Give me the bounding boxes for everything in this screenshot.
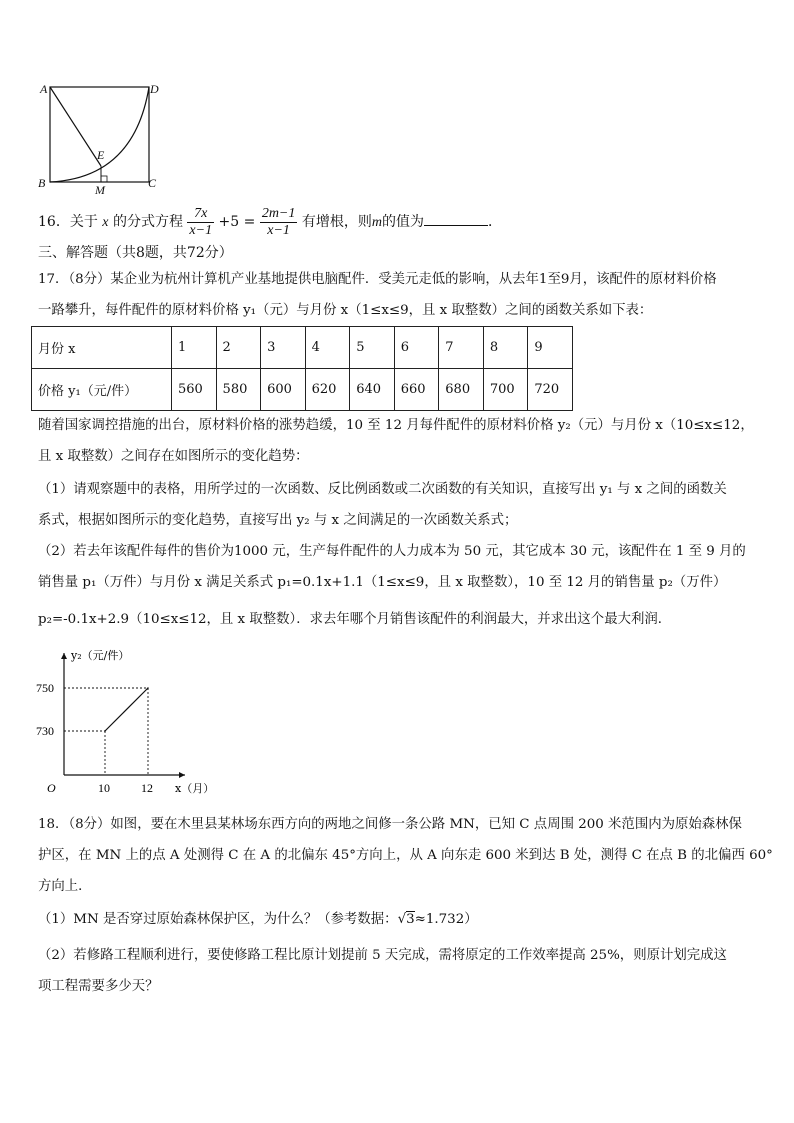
table-cell: 560 xyxy=(172,369,217,411)
table-cell: 720 xyxy=(528,369,573,411)
table-cell: 700 xyxy=(483,369,528,411)
table-cell: 4 xyxy=(305,327,350,369)
table-header-price: 价格 y₁（元/件） xyxy=(32,369,172,411)
q18-line1: 18．（8分）如图，要在木里县某林场东西方向的两地之间修一条公路 MN，已知 C 点周围 200 米范围内为原始森林保 xyxy=(38,817,742,832)
q17-line1: 17．（8分）某企业为杭州计算机产业基地提供电脑配件．受美元走低的影响，从去年1至9月，该配件的原材料价格 xyxy=(38,272,717,287)
table-cell: 600 xyxy=(261,369,306,411)
table-cell: 640 xyxy=(350,369,395,411)
origin-label: O xyxy=(47,781,56,795)
table-cell: 6 xyxy=(394,327,439,369)
fraction-1-num: 7x xyxy=(187,206,214,223)
table-cell: 5 xyxy=(350,327,395,369)
price-trend-chart xyxy=(30,645,230,805)
q17-line3: 随着国家调控措施的出台，原材料价格的涨势趋缓，10 至 12 月每件配件的原材料价格 y₂（元）与月份 x（10≤x≤12， xyxy=(38,418,754,433)
label-e: E xyxy=(97,148,105,162)
x-axis-label: x（月） xyxy=(175,782,215,795)
data-point xyxy=(104,730,106,732)
q17-line2: 一路攀升，每件配件的原材料价格 y₁（元）与月份 x（1≤x≤9，且 x 取整数）之间的函数关系如下表： xyxy=(38,303,653,318)
q17-line7: （2）若去年该配件每件的售价为1000 元，生产每件配件的人力成本为 50 元，其它成本 30 元，该配件在 1 至 9 月的 xyxy=(38,544,746,559)
price-table xyxy=(31,326,573,411)
fraction-2-den: x−1 xyxy=(267,222,290,238)
x-axis-arrow xyxy=(179,772,185,778)
section-3-heading: 三、解答题（共8题，共72分） xyxy=(38,245,233,261)
x-tick-label: 10 xyxy=(98,781,110,795)
square-figure xyxy=(34,78,164,196)
table-header-month: 月份 x xyxy=(32,327,172,369)
table-cell: 680 xyxy=(439,369,484,411)
data-point xyxy=(147,687,149,689)
table-cell: 2 xyxy=(216,327,261,369)
fraction-1 xyxy=(187,206,214,239)
label-b: B xyxy=(38,176,46,190)
q17-line4: 且 x 取整数）之间存在如图所示的变化趋势： xyxy=(38,449,309,464)
fraction-2-num: 2m−1 xyxy=(261,205,296,221)
q17-line5: （1）请观察题中的表格，用所学过的一次函数、反比例函数或二次函数的有关知识，直接写出 y₁ 与 x 之间的函数关 xyxy=(38,482,727,497)
label-m: M xyxy=(95,183,105,197)
table-cell: 620 xyxy=(305,369,350,411)
y-axis-arrow xyxy=(61,653,67,659)
sqrt-symbol: √ xyxy=(397,912,407,927)
question-16 xyxy=(38,205,502,240)
table-cell: 8 xyxy=(483,327,528,369)
q18-part2-line2: 项工程需要多少天？ xyxy=(38,979,159,994)
table-cell: 580 xyxy=(216,369,261,411)
right-angle-mark xyxy=(101,176,107,182)
q18-part2-line1: （2）若修路工程顺利进行，要使修路工程比原计划提前 5 天完成，需将原定的工作效率提高 25%，则原计划完成这 xyxy=(38,948,727,963)
table-cell: 660 xyxy=(394,369,439,411)
table-cell: 1 xyxy=(172,327,217,369)
arc-bd xyxy=(50,87,149,182)
table-cell: 9 xyxy=(528,327,573,369)
table-row xyxy=(32,369,573,411)
q17-line9: p₂=-0.1x+2.9（10≤x≤12，且 x 取整数）．求去年哪个月销售该配件的利润最大，并求出这个最大利润． xyxy=(38,612,672,627)
square-abcd xyxy=(50,87,149,182)
q16-suffix1: 有增根，则 xyxy=(301,214,372,230)
table-row xyxy=(32,327,573,369)
sqrt-radicand: 3 xyxy=(406,912,415,927)
q16-plus-five: +5 = xyxy=(218,214,256,230)
x-tick-label: 12 xyxy=(141,781,153,795)
q18-part1-text: （1）MN 是否穿过原始森林保护区，为什么？（参考数据： xyxy=(38,912,398,927)
series-line xyxy=(105,688,148,731)
q16-prefix: 16．关于 xyxy=(38,214,98,230)
q16-end: ． xyxy=(487,214,502,230)
label-a: A xyxy=(40,82,48,96)
segment-ae xyxy=(50,87,101,166)
fraction-2 xyxy=(260,206,298,239)
q18-line2: 护区，在 MN 上的点 A 处测得 C 在 A 的北偏东 45°方向上，从 A 向东走 600 米到达 B 处，测得 C 在点 B 的北偏西 60° xyxy=(38,848,773,863)
y-tick-label: 730 xyxy=(36,724,54,738)
table-cell: 3 xyxy=(261,327,306,369)
q16-middle: 的分式方程 xyxy=(112,214,183,230)
q18-part1 xyxy=(38,910,478,930)
q16-suffix2: 的值为 xyxy=(381,214,424,230)
y-axis-label: y₂（元/件） xyxy=(71,649,130,662)
fraction-1-den: x−1 xyxy=(189,222,213,238)
q17-line8: 销售量 p₁（万件）与月份 x 满足关系式 p₁=0.1x+1.1（1≤x≤9，且 x 取整数），10 至 12 月的销售量 p₂（万件） xyxy=(38,575,727,590)
answer-blank xyxy=(424,211,488,226)
q17-line6: 系式，根据如图所示的变化趋势，直接写出 y₂ 与 x 之间满足的一次函数关系式； xyxy=(38,513,518,528)
table-cell: 7 xyxy=(439,327,484,369)
q18-part1-end: ≈1.732） xyxy=(414,912,478,927)
label-d: D xyxy=(150,82,159,96)
q16-var-x: x xyxy=(102,215,109,230)
y-tick-label: 750 xyxy=(36,681,54,695)
q16-var-m: m xyxy=(371,215,382,230)
q18-line3: 方向上． xyxy=(38,879,92,894)
label-c: C xyxy=(148,176,157,190)
